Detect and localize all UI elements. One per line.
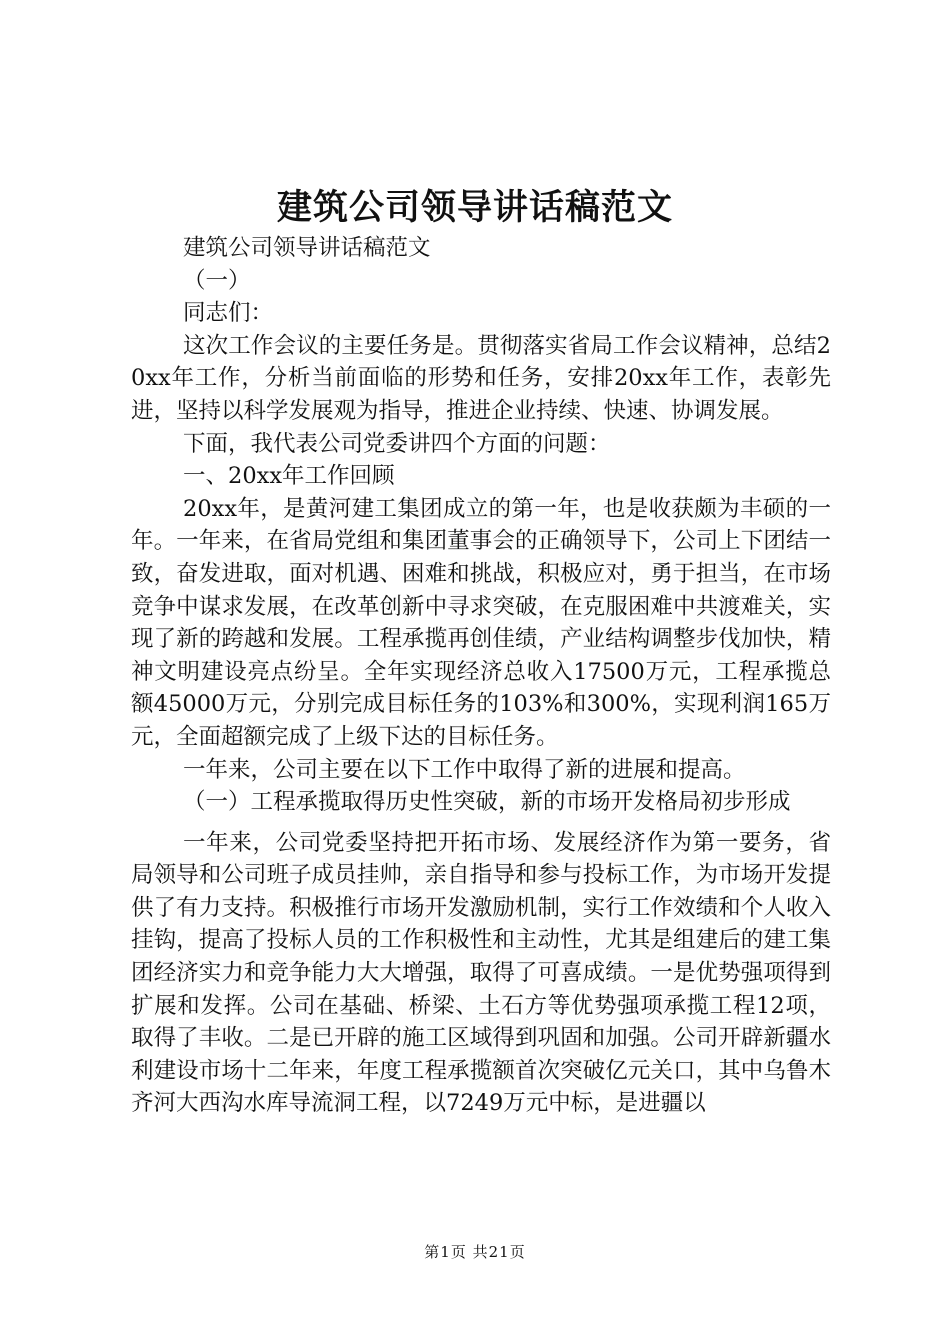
paragraph-subtitle: 建筑公司领导讲话稿范文 xyxy=(183,235,431,261)
paragraph-meeting-tasks: 这次工作会议的主要任务是。贯彻落实省局工作会议精神，总结20xx年工作，分析当前面临的形势和任务，安排20xx年工作，表彰先进，坚持以科学发展观为指导，推进企业持续、快速、协调发展。 xyxy=(131,332,831,424)
paragraph-heading-review: 一、20xx年工作回顾 xyxy=(183,463,395,490)
paragraph-market-development: 一年来，公司党委坚持把开拓市场、发展经济作为第一要务，省局领导和公司班子成员挂帅，亲自指导和参与投标工作，为市场开发提供了有力支持。积极推行市场开发激励机制，实行工作效绩和个人收入挂钩，提高了投标人员的工作积极性和主动性，尤其是组建后的建工集团经济实力和竞争能力大大增强，取得了可喜成绩。一是优势强项得到扩展和发挥。公司在基础、桥梁、土石方等优势强项承揽工程12项，取得了丰收。二是已开辟的施工区域得到巩固和加强。公司开辟新疆水利建设市场十二年来，年度工程承揽额首次突破亿元关口，其中乌鲁木齐河大西沟水库导流洞工程，以7249万元中标，是进疆以 xyxy=(131,829,831,1117)
document-body xyxy=(131,232,831,1120)
paragraph-progress-intro: 一年来，公司主要在以下工作中取得了新的进展和提高。 xyxy=(183,756,746,783)
paragraph-four-topics: 下面，我代表公司党委讲四个方面的问题： xyxy=(183,430,611,457)
document-title: 建筑公司领导讲话稿范文 xyxy=(276,187,673,228)
page-footer: 第1页 共21页 xyxy=(424,1243,526,1261)
paragraph-subheading-contracts: （一）工程承揽取得历史性突破，新的市场开发格局初步形成 xyxy=(183,789,791,816)
paragraph-section-number: （一） xyxy=(183,267,251,294)
paragraph-year-review: 20xx年，是黄河建工集团成立的第一年，也是收获颇为丰硕的一年。一年来，在省局党组和集团董事会的正确领导下，公司上下团结一致，奋发进取，面对机遇、困难和挑战，积极应对，勇于担当，在市场竞争中谋求发展，在改革创新中寻求突破，在克服困难中共渡难关，实现了新的跨越和发展。工程承揽再创佳绩，产业结构调整步伐加快，精神文明建设亮点纷呈。全年实现经济总收入17500万元，工程承揽总额45000万元，分别完成目标任务的103%和300%，实现利润165万元，全面超额完成了上级下达的目标任务。 xyxy=(131,495,831,750)
paragraph-salutation: 同志们： xyxy=(183,300,274,327)
